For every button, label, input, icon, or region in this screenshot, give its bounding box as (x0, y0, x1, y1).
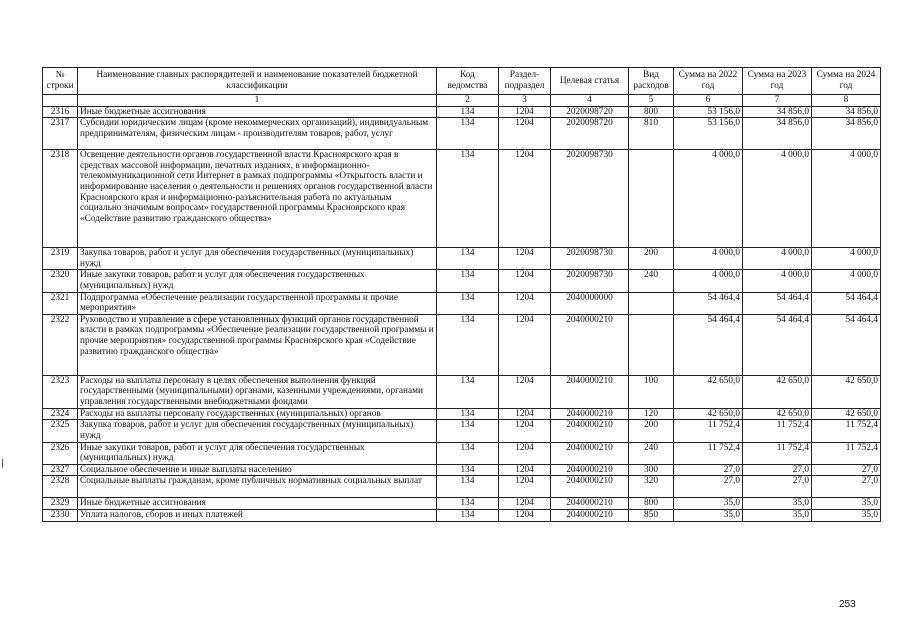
sum-2022: 11 752,4 (674, 420, 743, 442)
ved-code: 134 (437, 118, 499, 150)
expense-type: 120 (629, 408, 674, 420)
expense-type: 240 (629, 442, 674, 464)
table-body (43, 106, 881, 521)
section-code: 1204 (499, 442, 551, 464)
header-sum-2022: Сумма на 2022 год (674, 68, 743, 95)
header-name: Наименование главных распорядителей и наименование показателей бюджетной классификации (78, 68, 437, 95)
expense-type: 800 (629, 498, 674, 510)
row-number: 2320 (43, 270, 78, 292)
column-number: 1 (78, 95, 437, 107)
ved-code: 134 (437, 375, 499, 408)
ved-code: 134 (437, 420, 499, 442)
sum-2022: 27,0 (674, 476, 743, 498)
target-article: 2040000210 (551, 464, 629, 476)
budget-table (42, 67, 881, 522)
section-code: 1204 (499, 375, 551, 408)
table-row (43, 248, 881, 270)
sum-2024: 4 000,0 (812, 150, 881, 248)
expense-type (629, 314, 674, 375)
sum-2022: 53 156,0 (674, 106, 743, 118)
sum-2022: 35,0 (674, 509, 743, 521)
section-code: 1204 (499, 248, 551, 270)
table-row (43, 270, 881, 292)
ved-code: 134 (437, 498, 499, 510)
row-number: 2326 (43, 442, 78, 464)
row-number: 2327 (43, 464, 78, 476)
sum-2023: 35,0 (743, 509, 812, 521)
ved-code: 134 (437, 408, 499, 420)
expense-type (629, 150, 674, 248)
column-number: 3 (499, 95, 551, 107)
sum-2024: 27,0 (812, 464, 881, 476)
column-number: 7 (743, 95, 812, 107)
expense-type: 810 (629, 118, 674, 150)
section-code: 1204 (499, 408, 551, 420)
sum-2022: 42 650,0 (674, 408, 743, 420)
sum-2023: 35,0 (743, 498, 812, 510)
expense-type: 200 (629, 420, 674, 442)
table-row (43, 476, 881, 498)
target-article: 2040000210 (551, 420, 629, 442)
row-name: Иные закупки товаров, работ и услуг для обеспечения государственных (муниципальных) нужд (78, 270, 437, 292)
section-code: 1204 (499, 420, 551, 442)
section-code: 1204 (499, 150, 551, 248)
table-row (43, 509, 881, 521)
sum-2024: 54 464,4 (812, 314, 881, 375)
target-article: 2020098730 (551, 248, 629, 270)
row-name: Иные закупки товаров, работ и услуг для обеспечения государственных (муниципальных) нужд (78, 442, 437, 464)
table-row (43, 498, 881, 510)
row-name: Подпрограмма «Обеспечение реализации государственной программы и прочие мероприятия» (78, 292, 437, 314)
table-row (43, 292, 881, 314)
sum-2023: 27,0 (743, 464, 812, 476)
target-article: 2040000210 (551, 375, 629, 408)
column-number-row (43, 95, 881, 107)
ved-code: 134 (437, 509, 499, 521)
section-code: 1204 (499, 118, 551, 150)
target-article: 2040000210 (551, 442, 629, 464)
row-number: 2324 (43, 408, 78, 420)
row-number: 2330 (43, 509, 78, 521)
section-code: 1204 (499, 292, 551, 314)
sum-2024: 42 650,0 (812, 375, 881, 408)
header-sum-2023: Сумма на 2023 год (743, 68, 812, 95)
expense-type: 240 (629, 270, 674, 292)
row-number: 2323 (43, 375, 78, 408)
row-name: Руководство и управление в сфере установленных функций органов государственной власти в рамках подпрограммы «Обеспечение реализации государственной программы и прочие мероприятия» государственной программы Красноярского края «Содействие развитию гражданского общества» (78, 314, 437, 375)
section-code: 1204 (499, 509, 551, 521)
table-row (43, 314, 881, 375)
target-article: 2040000000 (551, 292, 629, 314)
table-row (43, 408, 881, 420)
section-code: 1204 (499, 314, 551, 375)
header-row-number: № строки (43, 68, 78, 95)
header-ved-code: Код ведомства (437, 68, 499, 95)
section-code: 1204 (499, 106, 551, 118)
sum-2022: 54 464,4 (674, 314, 743, 375)
row-number: 2329 (43, 498, 78, 510)
sum-2023: 11 752,4 (743, 420, 812, 442)
sum-2022: 53 156,0 (674, 118, 743, 150)
column-number: 5 (629, 95, 674, 107)
table-row (43, 464, 881, 476)
section-code: 1204 (499, 498, 551, 510)
expense-type: 800 (629, 106, 674, 118)
row-number: 2325 (43, 420, 78, 442)
expense-type: 300 (629, 464, 674, 476)
sum-2023: 4 000,0 (743, 270, 812, 292)
table-row (43, 420, 881, 442)
target-article: 2040000210 (551, 509, 629, 521)
table-row (43, 118, 881, 150)
expense-type: 100 (629, 375, 674, 408)
target-article: 2040000210 (551, 314, 629, 375)
sum-2024: 42 650,0 (812, 408, 881, 420)
column-number: 2 (437, 95, 499, 107)
target-article: 2040000210 (551, 498, 629, 510)
sum-2022: 11 752,4 (674, 442, 743, 464)
page-number: 253 (839, 599, 856, 610)
sum-2023: 54 464,4 (743, 314, 812, 375)
sum-2024: 34 856,0 (812, 118, 881, 150)
sum-2023: 34 856,0 (743, 106, 812, 118)
ved-code: 134 (437, 292, 499, 314)
row-number: 2328 (43, 476, 78, 498)
header-row (43, 68, 881, 95)
ved-code: 134 (437, 442, 499, 464)
row-number: 2316 (43, 106, 78, 118)
row-name: Закупка товаров, работ и услуг для обеспечения государственных (муниципальных) нужд (78, 420, 437, 442)
sum-2024: 11 752,4 (812, 420, 881, 442)
table-row (43, 375, 881, 408)
row-name: Социальное обеспечение и иные выплаты населению (78, 464, 437, 476)
section-code: 1204 (499, 270, 551, 292)
sum-2023: 4 000,0 (743, 248, 812, 270)
row-number: 2317 (43, 118, 78, 150)
margin-mark (2, 459, 3, 468)
sum-2024: 35,0 (812, 498, 881, 510)
sum-2023: 27,0 (743, 476, 812, 498)
row-name: Субсидии юридическим лицам (кроме некоммерческих организаций), индивидуальным предпринимателям, физическим лицам - производителям товаров, работ, услуг (78, 118, 437, 150)
row-number: 2318 (43, 150, 78, 248)
row-name: Расходы на выплаты персоналу в целях обеспечения выполнения функций государственными (муниципальными) органами, казенными учреждениями, органами управления государственными внебюджетными фондами (78, 375, 437, 408)
row-number: 2319 (43, 248, 78, 270)
sum-2022: 42 650,0 (674, 375, 743, 408)
target-article: 2020098730 (551, 270, 629, 292)
sum-2024: 4 000,0 (812, 248, 881, 270)
header-sum-2024: Сумма на 2024 год (812, 68, 881, 95)
sum-2022: 4 000,0 (674, 248, 743, 270)
row-number: 2322 (43, 314, 78, 375)
target-article: 2020098730 (551, 150, 629, 248)
sum-2023: 42 650,0 (743, 408, 812, 420)
expense-type (629, 292, 674, 314)
sum-2024: 4 000,0 (812, 270, 881, 292)
row-name: Закупка товаров, работ и услуг для обеспечения государственных (муниципальных) нужд (78, 248, 437, 270)
ved-code: 134 (437, 150, 499, 248)
sum-2024: 35,0 (812, 509, 881, 521)
ved-code: 134 (437, 248, 499, 270)
target-article: 2020098720 (551, 118, 629, 150)
budget-table-container (42, 67, 881, 522)
sum-2023: 4 000,0 (743, 150, 812, 248)
header-section: Раздел-подраздел (499, 68, 551, 95)
sum-2023: 11 752,4 (743, 442, 812, 464)
table-row (43, 106, 881, 118)
sum-2023: 54 464,4 (743, 292, 812, 314)
row-name: Расходы на выплаты персоналу государственных (муниципальных) органов (78, 408, 437, 420)
expense-type: 850 (629, 509, 674, 521)
row-name: Освещение деятельности органов государственной власти Красноярского края в средствах массовой информации, печатных изданиях, в информационно-телекоммуникационной сети Интернет в рамках подпрограммы «Открытость власти и информирование населения о деятельности и решениях органов государственной власти Красноярского края и информационно-разъяснительная работа по актуальным социально значимым вопросам» государственной программы Красноярского края «Содействие развитию гражданского общества» (78, 150, 437, 248)
expense-type: 200 (629, 248, 674, 270)
header-expense-type: Вид расходов (629, 68, 674, 95)
target-article: 2040000210 (551, 408, 629, 420)
header-target-article: Целевая статья (551, 68, 629, 95)
sum-2024: 11 752,4 (812, 442, 881, 464)
row-name: Иные бюджетные ассигнования (78, 106, 437, 118)
sum-2022: 4 000,0 (674, 270, 743, 292)
ved-code: 134 (437, 270, 499, 292)
ved-code: 134 (437, 314, 499, 375)
target-article: 2040000210 (551, 476, 629, 498)
ved-code: 134 (437, 106, 499, 118)
column-number: 4 (551, 95, 629, 107)
row-name: Социальные выплаты гражданам, кроме публичных нормативных социальных выплат (78, 476, 437, 498)
row-name: Уплата налогов, сборов и иных платежей (78, 509, 437, 521)
sum-2022: 4 000,0 (674, 150, 743, 248)
sum-2022: 54 464,4 (674, 292, 743, 314)
sum-2023: 42 650,0 (743, 375, 812, 408)
table-row (43, 150, 881, 248)
column-number: 8 (812, 95, 881, 107)
sum-2022: 27,0 (674, 464, 743, 476)
sum-2024: 34 856,0 (812, 106, 881, 118)
ved-code: 134 (437, 476, 499, 498)
target-article: 2020098720 (551, 106, 629, 118)
sum-2024: 54 464,4 (812, 292, 881, 314)
sum-2024: 27,0 (812, 476, 881, 498)
row-name: Иные бюджетные ассигнования (78, 498, 437, 510)
expense-type: 320 (629, 476, 674, 498)
ved-code: 134 (437, 464, 499, 476)
row-number: 2321 (43, 292, 78, 314)
section-code: 1204 (499, 476, 551, 498)
column-number: 6 (674, 95, 743, 107)
section-code: 1204 (499, 464, 551, 476)
sum-2022: 35,0 (674, 498, 743, 510)
sum-2023: 34 856,0 (743, 118, 812, 150)
table-row (43, 442, 881, 464)
column-number (43, 95, 78, 107)
